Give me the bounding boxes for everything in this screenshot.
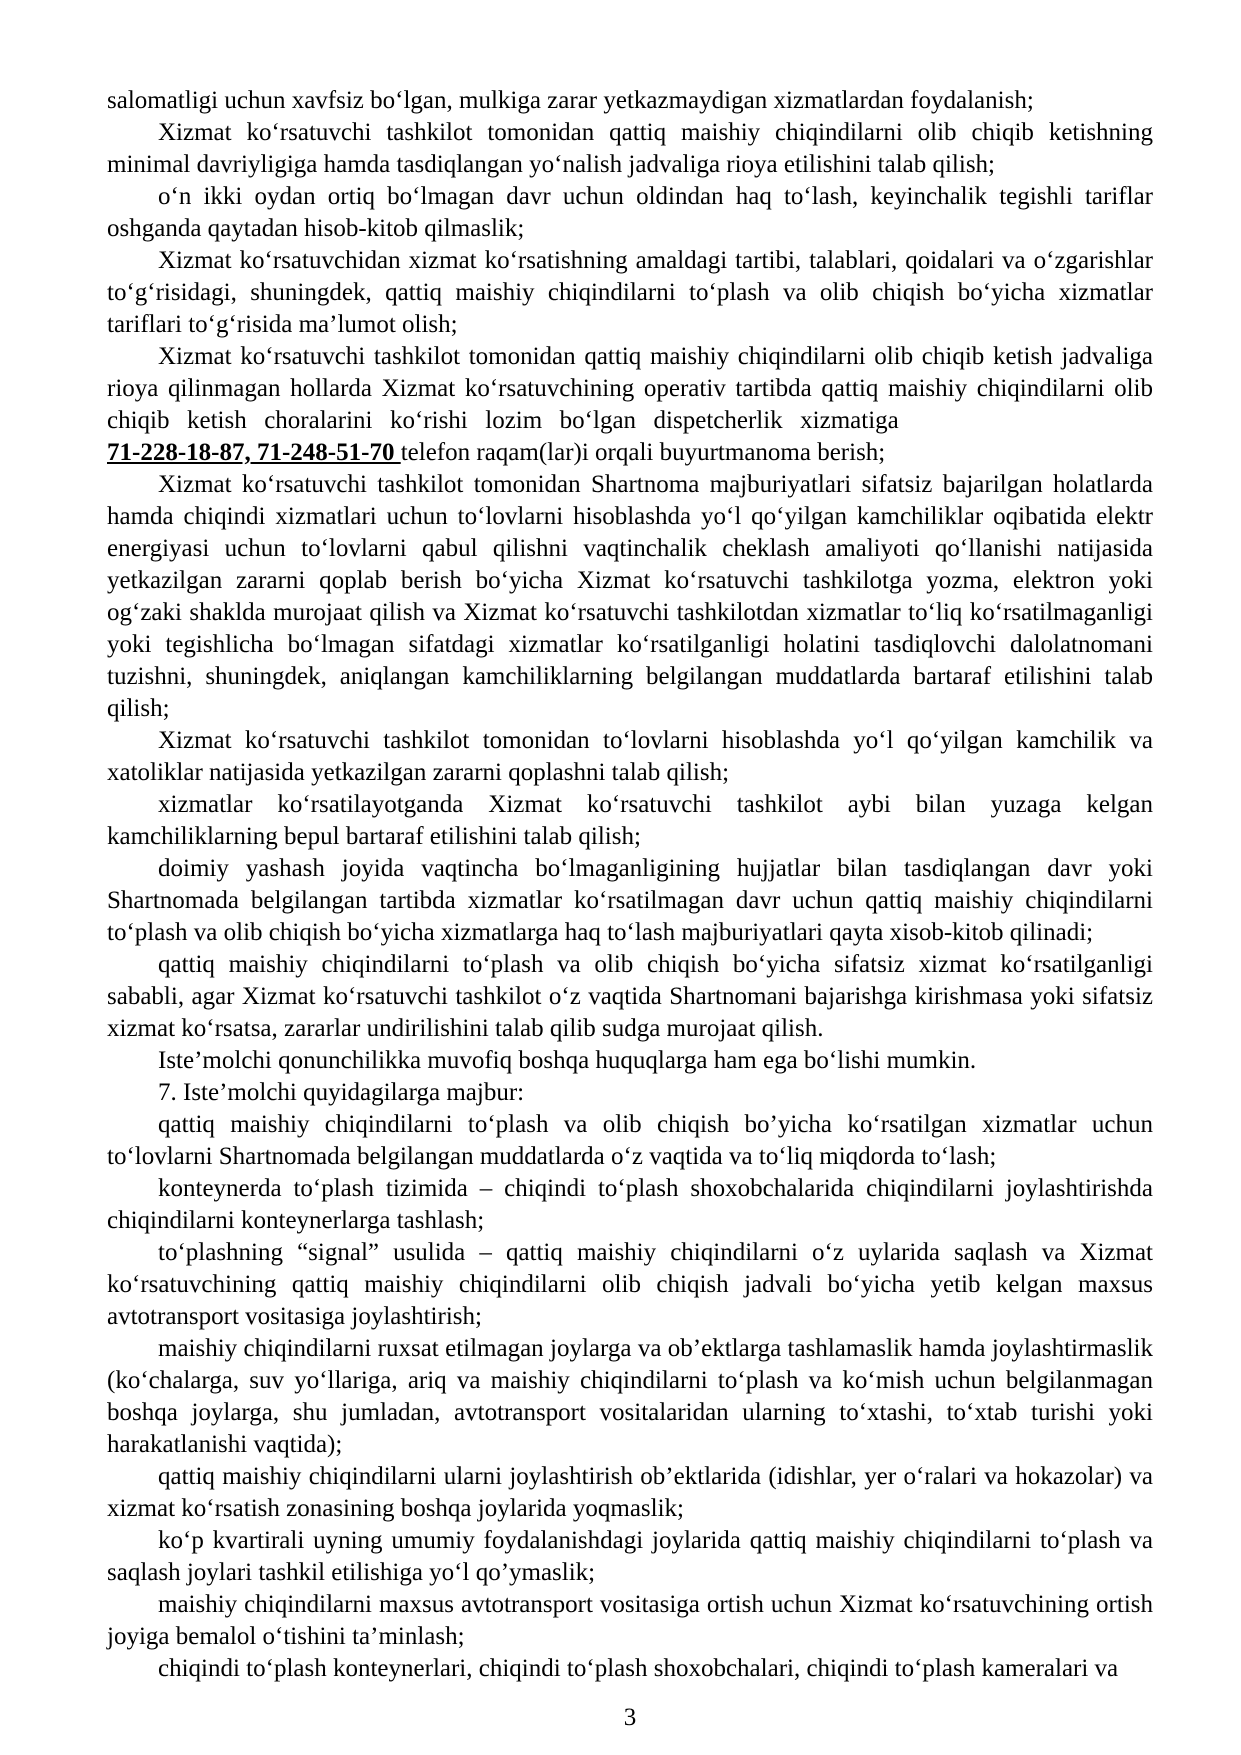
text-run: o‘n ikki oydan ortiq bo‘lmagan davr uchun oldindan haq to‘lash, keyinchalik tegishli tariflar oshganda qaytadan hisob-kitob qilmaslik;	[107, 183, 1153, 242]
text-run: 7. Iste’molchi quyidagilarga majbur:	[158, 1079, 525, 1106]
paragraph	[107, 853, 1153, 949]
text-run: Xizmat ko‘rsatuvchi tashkilot tomonidan qattiq maishiy chiqindilarni olib chiqib ketish jadvaliga rioya qilinmagan hollarda Xizmat ko‘rsatuvchining operativ tartibda qattiq maishiy chiqindilarni olib	[107, 343, 1153, 402]
text-run: maishiy chiqindilarni maxsus avtotransport vositasiga ortish uchun Xizmat ko‘rsatuvchining ortish joyiga bemalol o‘tishini ta’minlash;	[107, 1591, 1153, 1650]
text-run: Iste’molchi qonunchilikka muvofiq boshqa huquqlarga ham ega bo‘lishi mumkin.	[158, 1047, 977, 1074]
text-run: qattiq maishiy chiqindilarni to‘plash va olib chiqish bo‘yicha sifatsiz xizmat ko‘rsatilganligi sababli, agar Xizmat ko‘rsatuvchi tashkilot o‘z vaqtida Shartnomani bajarishga kirishmasa yoki sifatsiz xizmat ko‘rsatsa, zararlar undirilishini talab qilib sudga murojaat qilish.	[107, 951, 1153, 1042]
paragraph	[107, 1653, 1153, 1685]
text-run: Xizmat ko‘rsatuvchi tashkilot tomonidan to‘lovlarni hisoblashda yo‘l qo‘yilgan kamchilik va xatoliklar natijasida yetkazilgan zararni qoplashni talab qilish;	[107, 727, 1153, 786]
paragraph	[107, 949, 1153, 1045]
paragraph	[107, 469, 1153, 725]
text-run: qattiq maishiy chiqindilarni to‘plash va olib chiqish bo’yicha ko‘rsatilgan xizmatlar uchun to‘lovlarni Shartnomada belgilangan muddatlarda o‘z vaqtida va to‘liq miqdorda to‘lash;	[107, 1111, 1153, 1170]
text-run: Xizmat ko‘rsatuvchidan xizmat ko‘rsatishning amaldagi tartibi, talablari, qoidalari va o‘zgarishlar to‘g‘risidagi, shuningdek, qattiq maishiy chiqindilarni to‘plash va olib chiqish bo‘yicha xizmatlar tariflari to‘g‘risida ma’lumot olish;	[107, 247, 1153, 338]
paragraph	[107, 341, 1153, 469]
paragraph	[107, 85, 1153, 117]
text-run: qattiq maishiy chiqindilarni ularni joylashtirish ob’ektlarida (idishlar, yer o‘ralari va hokazolar) va xizmat ko‘rsatish zonasining boshqa joylarida yoqmaslik;	[107, 1463, 1153, 1522]
text-run: doimiy yashash joyida vaqtincha bo‘lmaganligining hujjatlar bilan tasdiqlangan davr yoki Shartnomada belgilangan tartibda xizmatlar ko‘rsatilmagan davr uchun qattiq maishiy chiqindilarni to‘plash va olib chiqish bo‘yicha xizmatlarga haq to‘lash majburiyatlari qayta xisob-kitob qilinadi;	[107, 855, 1153, 946]
text-run: maishiy chiqindilarni ruxsat etilmagan joylarga va ob’ektlarga tashlamaslik hamda joylashtirmaslik (ko‘chalarga, suv yo‘llariga, ariq va maishiy chiqindilarni to‘plash va ko‘mish uchun belgilanmagan boshqa joylarga, shu jumladan, avtotransport vositalaridan ularning to‘xtashi, to‘xtab turishi yoki harakatlanishi vaqtida);	[107, 1335, 1153, 1458]
paragraph	[107, 789, 1153, 853]
text-run: to‘plashning “signal” usulida – qattiq maishiy chiqindilarni o‘z uylarida saqlash va Xizmat ko‘rsatuvchining qattiq maishiy chiqindilarni olib chiqish jadvali bo‘yicha yetib kelgan maxsus avtotransport vositasiga joylashtirish;	[107, 1239, 1153, 1330]
paragraph	[107, 1173, 1153, 1237]
page-number: 3	[623, 1704, 637, 1731]
paragraph	[107, 1525, 1153, 1589]
paragraph	[107, 1237, 1153, 1333]
paragraph	[107, 117, 1153, 181]
text-run: xizmatlar ko‘rsatilayotganda Xizmat ko‘rsatuvchi tashkilot aybi bilan yuzaga kelgan kamchiliklarning bepul bartaraf etilishini talab qilish;	[107, 791, 1153, 850]
text-run: Xizmat ko‘rsatuvchi tashkilot tomonidan qattiq maishiy chiqindilarni olib chiqib ketishning minimal davriyligiga hamda tasdiqlangan yo‘nalish jadvaliga rioya etilishini talab qilish;	[107, 119, 1153, 178]
paragraph	[107, 1077, 1153, 1109]
text-run: konteynerda to‘plash tizimida – chiqindi to‘plash shoxobchalarida chiqindilarni joylashtirishda chiqindilarni konteynerlarga tashlash;	[107, 1175, 1153, 1234]
paragraph	[107, 1589, 1153, 1653]
text-run: chiqindi to‘plash konteynerlari, chiqindi to‘plash shoxobchalari, chiqindi to‘plash kameralari va	[158, 1655, 1119, 1682]
text-block	[107, 85, 1153, 1685]
paragraph	[107, 1109, 1153, 1173]
paragraph	[107, 1461, 1153, 1525]
paragraph	[107, 1045, 1153, 1077]
text-run: chiqib ketish choralarini ko‘rishi lozim bo‘lgan dispetcherlik xizmatiga	[107, 407, 899, 434]
text-run: salomatligi uchun xavfsiz bo‘lgan, mulkiga zarar yetkazmaydigan xizmatlardan foydalanish;	[107, 87, 1034, 114]
paragraph	[107, 181, 1153, 245]
paragraph	[107, 725, 1153, 789]
text-run: telefon raqam(lar)i orqali buyurtmanoma berish;	[400, 439, 886, 466]
paragraph	[107, 245, 1153, 341]
text-run: ko‘p kvartirali uyning umumiy foydalanishdagi joylarida qattiq maishiy chiqindilarni to‘plash va saqlash joylari tashkil etilishiga yo‘l qo’ymaslik;	[107, 1527, 1153, 1586]
text-run: Xizmat ko‘rsatuvchi tashkilot tomonidan Shartnoma majburiyatlari sifatsiz bajarilgan holatlarda hamda chiqindi xizmatlari uchun to‘lovlarni hisoblashda yo‘l qo‘yilgan kamchiliklar oqibatida elektr energiyasi uchun to‘lovlarni qabul qilishni vaqtinchalik cheklash amaliyoti qo‘llanishi natijasida yetkazilgan zararni qoplab berish bo‘yicha Xizmat ko‘rsatuvchi tashkilotga yozma, elektron yoki og‘zaki shaklda murojaat qilish va Xizmat ko‘rsatuvchi tashkilotdan xizmatlar to‘liq ko‘rsatilmaganligi yoki tegishlicha bo‘lmagan sifatdagi xizmatlar ko‘rsatilganligi holatini tasdiqlovchi dalolatnomani tuzishni, shuningdek, aniqlangan kamchiliklarning belgilangan muddatlarda bartaraf etilishini talab qilish;	[107, 471, 1153, 722]
paragraph	[107, 1333, 1153, 1461]
phone-numbers: 71-228-18-87, 71-248-51-70	[107, 439, 401, 466]
